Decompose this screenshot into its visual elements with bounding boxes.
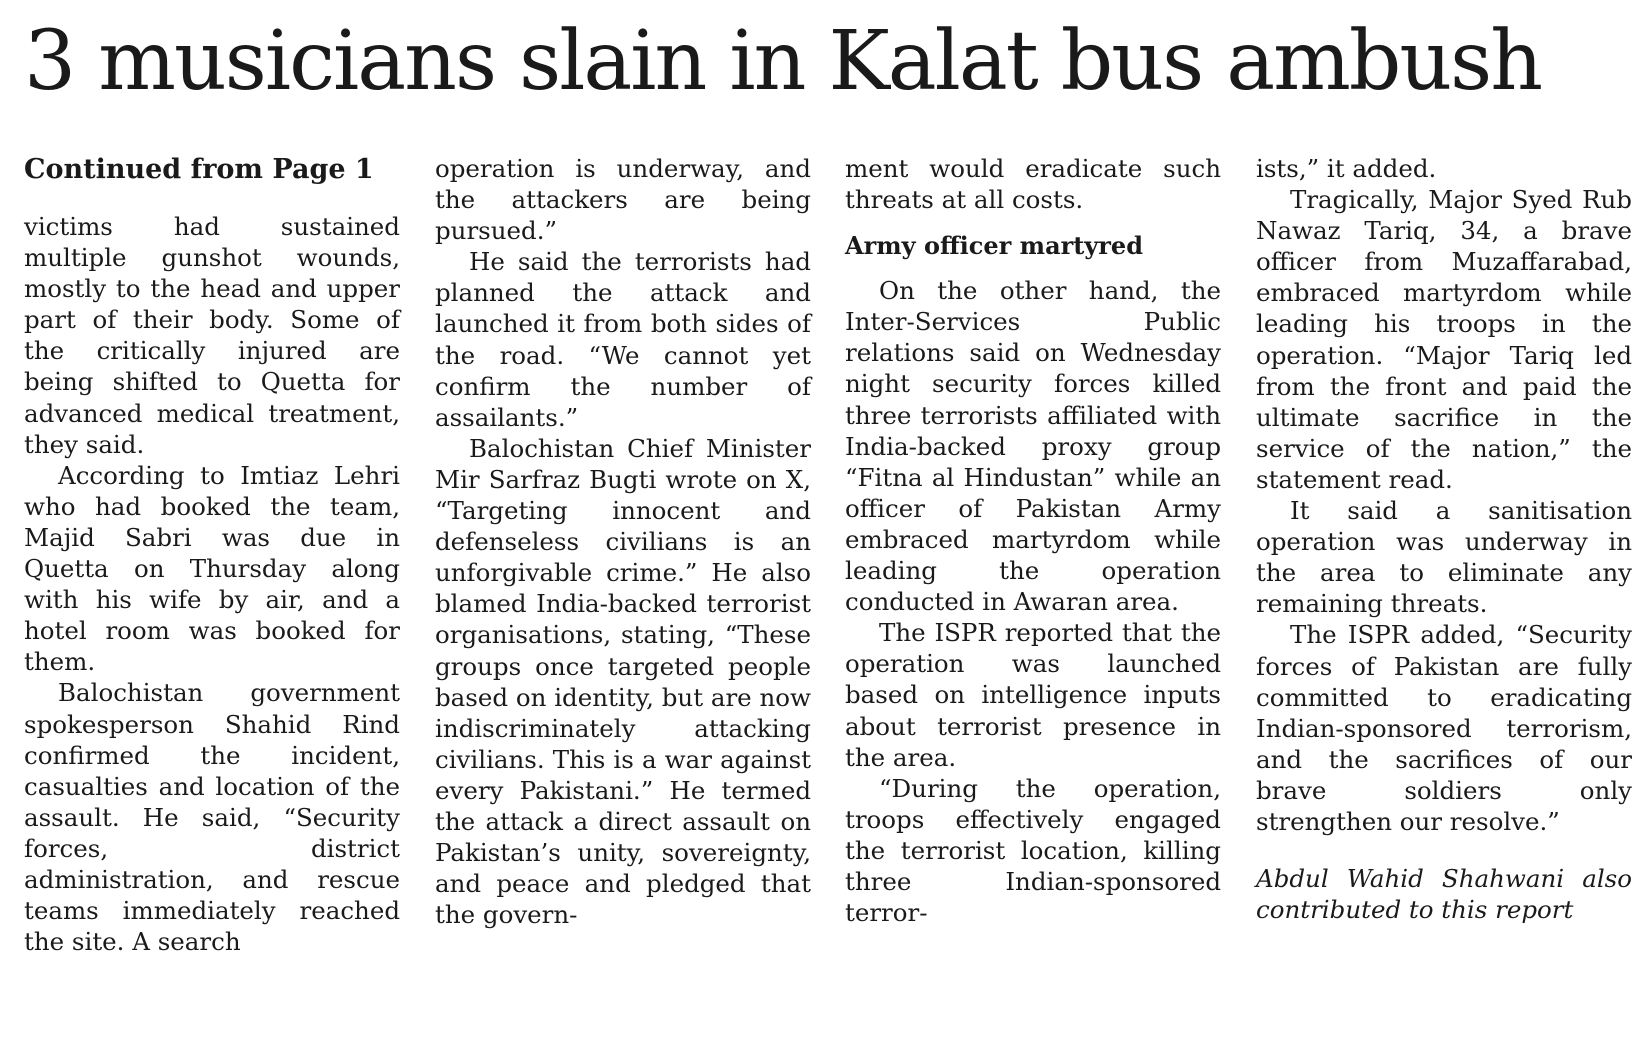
continued-from-label: Continued from Page 1 xyxy=(24,154,374,185)
paragraph: operation is underway, and the attackers are being pursued.” xyxy=(435,154,811,246)
paragraph: He said the terrorists had planned the attack and launched it from both sides of the road. “We cannot yet confirm the number of assailants.” xyxy=(435,247,811,432)
paragraph: ment would eradicate such threats at all costs. xyxy=(845,154,1221,215)
paragraph: Tragically, Major Syed Rub Nawaz Tariq, 34, a brave officer from Muzaffarabad, embraced martyrdom while leading his troops in the operation. “Major Tariq led from the front and paid the ultimate sacrifice in the service of the nation,” the statement read. xyxy=(1256,185,1632,494)
column-2 xyxy=(435,153,811,930)
column-4 xyxy=(1256,153,1632,925)
paragraph: “During the operation, troops effectively engaged the terrorist location, killing three Indian-sponsored terror- xyxy=(845,773,1221,928)
column-3 xyxy=(845,153,1221,928)
paragraph: victims had sustained multiple gunshot wounds, mostly to the head and upper part of their body. Some of the critically injured are being shifted to Quetta for advanced medical treatment, they said. xyxy=(24,212,400,459)
headline: 3 musicians slain in Kalat bus ambush xyxy=(24,14,1542,109)
paragraph: The ISPR added, “Security forces of Pakistan are fully committed to eradicating Indian-sponsored terrorism, and the sacrifices of our brave soldiers only strengthen our resolve.” xyxy=(1256,620,1632,836)
paragraph: On the other hand, the Inter-Services Public relations said on Wednesday night security forces killed three terrorists affiliated with India-backed proxy group “Fitna al Hindustan” while an officer of Pakistan Army embraced martyrdom while leading the operation conducted in Awaran area. xyxy=(845,276,1221,617)
paragraph: The ISPR reported that the operation was launched based on intelligence inputs about terrorist presence in the area. xyxy=(845,618,1221,772)
byline: Abdul Wahid Shahwani also contributed to this report xyxy=(1256,864,1632,925)
paragraph: Balochistan government spokesperson Shahid Rind confirmed the incident, casualties and location of the assault. He said, “Security forces, district administration, and rescue teams immediately reached the site. A search xyxy=(24,678,400,957)
paragraph: According to Imtiaz Lehri who had booked the team, Majid Sabri was due in Quetta on Thursday along with his wife by air, and a hotel room was booked for them. xyxy=(24,460,400,677)
paragraph: ists,” it added. xyxy=(1256,154,1437,183)
subheading: Army officer martyred xyxy=(845,231,1143,261)
paragraph: It said a sanitisation operation was underway in the area to eliminate any remaining threats. xyxy=(1256,496,1632,619)
paragraph: Balochistan Chief Minister Mir Sarfraz Bugti wrote on X, “Targeting innocent and defenseless civilians is an unforgivable crime.” He also blamed India-backed terrorist organisations, stating, “These groups once targeted people based on identity, but are now indiscriminately attacking civilians. This is a war against every Pakistani.” He termed the attack a direct assault on Pakistan’s unity, sovereignty, and peace and pledged that the govern- xyxy=(435,433,811,930)
column-1 xyxy=(24,153,400,957)
